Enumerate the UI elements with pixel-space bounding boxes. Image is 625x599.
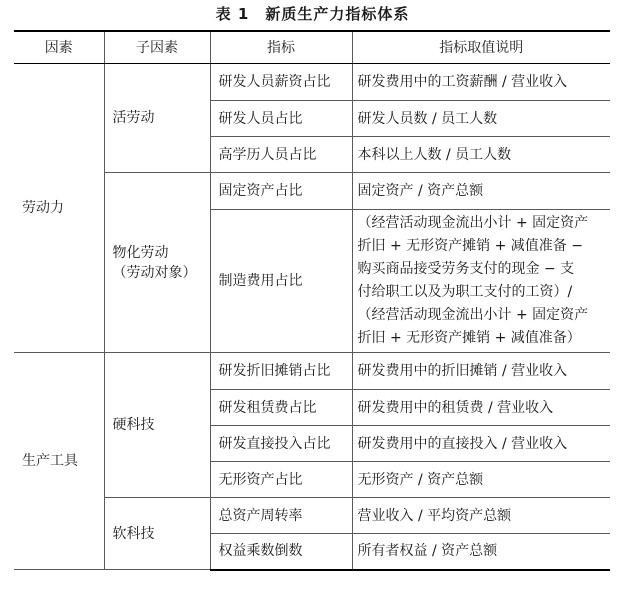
factor-cell-labor: 劳动力 xyxy=(14,64,104,353)
factor-cell-production-tools: 生产工具 xyxy=(14,353,104,570)
indicator-cell: 无形资产占比 xyxy=(210,462,352,498)
subfactor-line: （劳动对象） xyxy=(112,264,197,281)
header-factor: 因素 xyxy=(14,31,104,64)
description-cell: 固定资产 / 资产总额 xyxy=(352,173,610,210)
description-cell: 研发费用中的折旧摊销 / 营业收入 xyxy=(352,353,610,390)
subfactor-cell-materialized-labor xyxy=(104,173,210,353)
description-line: 折旧 + 无形资产摊销 + 减值准备 − xyxy=(357,238,583,254)
description-cell-multiline xyxy=(352,210,610,353)
table-row xyxy=(14,64,610,101)
description-line: 付给职工以及为职工支付的工资）/ xyxy=(357,284,573,300)
subfactor-cell-hard-tech: 硬科技 xyxy=(104,353,210,498)
description-line: （经营活动现金流出小计 + 固定资产 xyxy=(357,215,589,231)
description-line: 折旧 + 无形资产摊销 + 减值准备） xyxy=(357,330,581,346)
description-cell: 本科以上人数 / 员工人数 xyxy=(352,137,610,173)
header-subfactor: 子因素 xyxy=(104,31,210,64)
indicator-cell: 固定资产占比 xyxy=(210,173,352,210)
indicator-cell: 权益乘数倒数 xyxy=(210,534,352,570)
description-line: 购买商品接受劳务支付的现金 − 支 xyxy=(357,261,575,277)
description-cell: 研发人员数 / 员工人数 xyxy=(352,101,610,137)
header-description: 指标取值说明 xyxy=(352,31,610,64)
table-header-row xyxy=(14,31,610,64)
description-cell: 研发费用中的直接投入 / 营业收入 xyxy=(352,426,610,462)
indicator-table xyxy=(14,30,610,571)
indicator-cell: 研发人员薪资占比 xyxy=(210,64,352,101)
table-row xyxy=(14,498,610,534)
indicator-cell: 研发租赁费占比 xyxy=(210,390,352,426)
description-cell: 所有者权益 / 资产总额 xyxy=(352,534,610,570)
header-indicator: 指标 xyxy=(210,31,352,64)
subfactor-cell-soft-tech: 软科技 xyxy=(104,498,210,570)
description-line: （经营活动现金流出小计 + 固定资产 xyxy=(357,307,589,323)
table-caption: 表 1 新质生产力指标体系 xyxy=(215,5,410,23)
indicator-cell: 制造费用占比 xyxy=(210,210,352,353)
description-cell: 营业收入 / 平均资产总额 xyxy=(352,498,610,534)
description-cell: 无形资产 / 资产总额 xyxy=(352,462,610,498)
description-cell: 研发费用中的租赁费 / 营业收入 xyxy=(352,390,610,426)
indicator-cell: 研发直接投入占比 xyxy=(210,426,352,462)
indicator-cell: 总资产周转率 xyxy=(210,498,352,534)
subfactor-cell-live-labor: 活劳动 xyxy=(104,64,210,173)
indicator-cell: 研发人员占比 xyxy=(210,101,352,137)
description-cell: 研发费用中的工资薪酬 / 营业收入 xyxy=(352,64,610,101)
indicator-cell: 研发折旧摊销占比 xyxy=(210,353,352,390)
indicator-cell: 高学历人员占比 xyxy=(210,137,352,173)
table-row xyxy=(14,173,610,210)
table-row xyxy=(14,353,610,390)
subfactor-line: 物化劳动 xyxy=(112,244,169,261)
